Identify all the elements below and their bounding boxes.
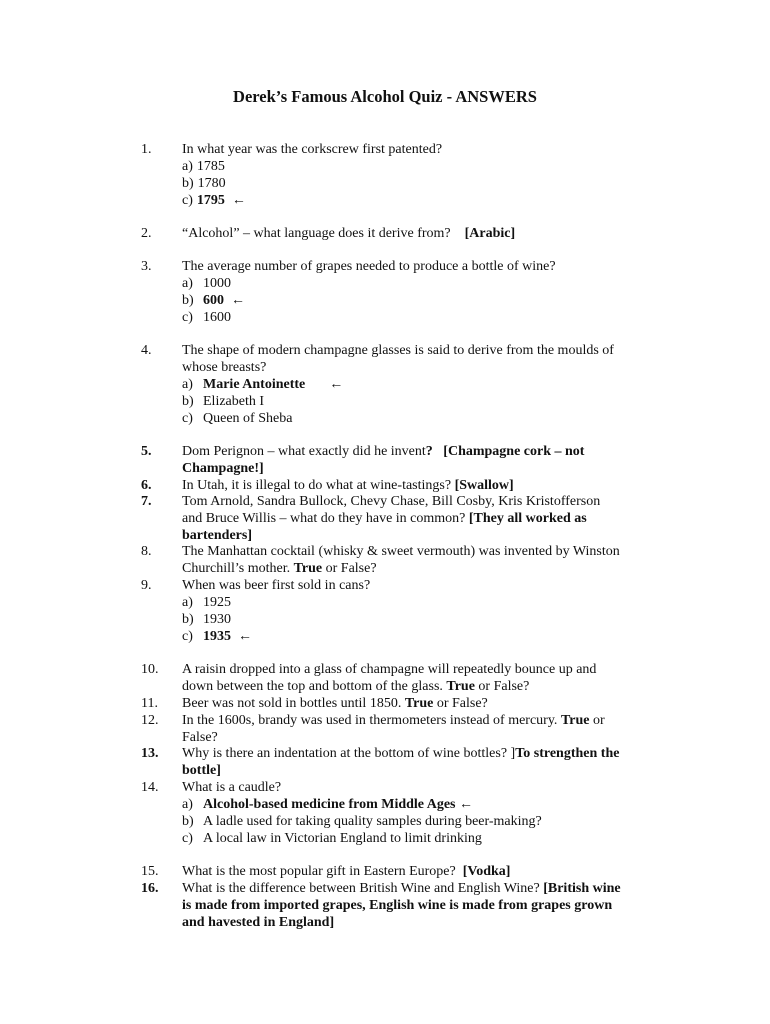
question-number: 1.	[141, 142, 152, 157]
question-text: Why is there an indentation at the bottom of wine bottles? ]	[182, 746, 516, 761]
option-a: a) 1925	[182, 595, 231, 610]
option-c-correct: c) 1795 ←	[182, 193, 246, 208]
answer: [Arabic]	[464, 226, 516, 241]
question-number: 13.	[141, 746, 159, 761]
question-number: 5.	[141, 444, 152, 459]
option-b: b) 1930	[182, 612, 231, 627]
answer-arrow-icon: ←	[459, 797, 474, 812]
answer-arrow-icon: ←	[231, 293, 245, 308]
option-b: b) 1780	[182, 176, 226, 191]
option-a: a) 1785	[182, 159, 225, 174]
question-text: In Utah, it is illegal to do what at wine-tastings?	[182, 478, 452, 493]
answer: True	[446, 679, 475, 694]
question-text-cont: whose breasts?	[182, 360, 267, 375]
option-b: b) Elizabeth I	[182, 394, 265, 409]
option-b-correct: b) 600 ←	[182, 293, 245, 308]
question-text: What is the most popular gift in Eastern Europe?	[182, 864, 456, 879]
question-text: Dom Perignon – what exactly did he invent	[182, 444, 426, 459]
question-text: In what year was the corkscrew first patented?	[182, 142, 443, 157]
answer: [Swallow]	[454, 478, 514, 493]
answer-cont: bottle]	[182, 763, 221, 778]
question-number: 15.	[141, 864, 159, 879]
question-number: 7.	[141, 494, 152, 509]
answer: [Vodka]	[462, 864, 511, 879]
answer-arrow-icon: ←	[238, 629, 252, 644]
option-c: c) 1600	[182, 310, 231, 325]
question-number: 12.	[141, 713, 159, 728]
question-text: The Manhattan cocktail (whisky & sweet vermouth) was invented by Winston	[182, 544, 620, 559]
question-text-cont: Churchill’s mother.	[182, 561, 291, 576]
answer: True	[293, 561, 323, 576]
answer-arrow-icon: ←	[231, 193, 246, 208]
question-text-cont: down between the top and bottom of the glass.	[182, 679, 443, 694]
option-c-correct: c) 1935 ←	[182, 629, 252, 644]
answer-cont: Champagne!]	[182, 461, 264, 476]
option-a-correct: a) Marie Antoinette ←	[182, 377, 344, 392]
answer: [British wine	[543, 881, 621, 896]
question-number: 16.	[141, 881, 159, 896]
question-number: 8.	[141, 544, 152, 559]
question-text: What is the difference between British Wine and English Wine?	[182, 881, 540, 896]
question-text: “Alcohol” – what language does it derive from?	[182, 226, 451, 241]
question-number: 6.	[141, 478, 152, 493]
question-text: The average number of grapes needed to produce a bottle of wine?	[182, 259, 556, 274]
page-title: Derek’s Famous Alcohol Quiz - ANSWERS	[233, 87, 537, 106]
question-number: 4.	[141, 343, 152, 358]
question-text-cont: and Bruce Willis – what do they have in common?	[182, 511, 466, 526]
option-b: b) A ladle used for taking quality samples during beer-making?	[182, 814, 542, 829]
answer: [They all worked as	[468, 511, 587, 526]
answer: [Champagne cork – not	[443, 444, 585, 459]
answer: True	[560, 713, 590, 728]
question-text: Tom Arnold, Sandra Bullock, Chevy Chase, Bill Cosby, Kris Kristofferson	[182, 494, 601, 509]
question-text: A raisin dropped into a glass of champagne will repeatedly bounce up and	[182, 662, 597, 677]
question-text: In the 1600s, brandy was used in thermometers instead of mercury.	[182, 713, 558, 728]
question-text-cont: False?	[182, 730, 218, 745]
question-number: 14.	[141, 780, 159, 795]
question-number: 3.	[141, 259, 152, 274]
question-number: 9.	[141, 578, 152, 593]
answer-cont: and havested in England]	[182, 915, 335, 930]
option-a: a) 1000	[182, 276, 231, 291]
question-text: What is a caudle?	[182, 780, 282, 795]
option-a-correct: a) Alcohol-based medicine from Middle Ages ←	[182, 797, 474, 812]
answer-sheet-page: Derek’s Famous Alcohol Quiz - ANSWERS 1. In what year was the corkscrew first patented? a) 1785 b) 1780 c) 1795 ← 2. “Alcohol” – what language does it derive from? [Arabic] 3. The average number of grapes needed to produce a bottle of wine? a) 1000 b) 600 ← c) 1600 4. The shape of modern champagne glasses is said to derive from the moulds of whose breasts? a) Marie Antoinette ← b) Elizabeth I c) Queen of Sheba 5. Dom Perignon – what exactly did he invent? [Champagne cork – not Champagne!] 6. In Utah, it is illegal to do what at wine-tastings? [Swallow] 7. Tom Arnold, Sandra Bullock, Chevy Chase, Bill Cosby, Kris Kristofferson and Bruce Willis – what do they have in common? [They all worked as bartenders] 8. The Manhattan cocktail (whisky & sweet vermouth) was invented by Winston Churchill’s mother. True or False? 9. When was beer first sold in cans? a) 1925 b) 1930 c) 1935 ← 10. A raisin dropped into a glass of champagne will repeatedly bounce up and down between the top and bottom of the glass. True or False? 11. Beer was not sold in bottles until 1850. True or False? 12. In the 1600s, brandy was used in thermometers instead of mercury. True or False? 13. Why is there an indentation at the bottom of wine bottles? ]To strengthen the bottle] 14. What is a caudle? a) Alcohol-based medicine from Middle Ages ← b) A ladle used for taking quality samples during beer-making? c) A local law in Victorian England to limit drinking 15. What is the most popular gift in Eastern Europe? [Vodka] 16. What is the difference between British Wine and English Wine? [British wine is made from imported grapes, English wine is made from grapes grown and havested in England]	[0, 0, 770, 1024]
option-c: c) A local law in Victorian England to limit drinking	[182, 831, 482, 846]
answer-cont: is made from imported grapes, English wine is made from grapes grown	[182, 898, 613, 913]
option-c: c) Queen of Sheba	[182, 411, 293, 426]
question-number: 10.	[141, 662, 159, 677]
question-number: 2.	[141, 226, 152, 241]
question-text: Beer was not sold in bottles until 1850.	[182, 696, 402, 711]
answer: To strengthen the	[515, 746, 620, 761]
answer-arrow-icon: ←	[329, 377, 344, 392]
answer-cont: bartenders]	[182, 528, 252, 543]
question-text: When was beer first sold in cans?	[182, 578, 371, 593]
question-text: The shape of modern champagne glasses is said to derive from the moulds of	[182, 343, 614, 358]
answer: True	[404, 696, 434, 711]
question-number: 11.	[141, 696, 158, 711]
